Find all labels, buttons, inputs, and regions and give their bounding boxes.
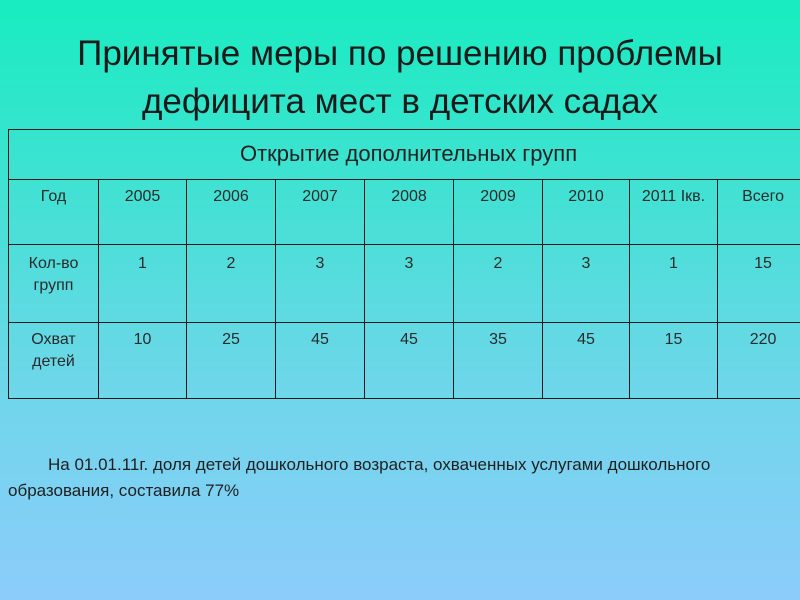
table-cell: 2006	[187, 180, 276, 245]
table-cell: Всего	[718, 180, 800, 245]
table-cell: 15	[718, 245, 800, 323]
table-cell: 220	[718, 323, 800, 399]
table-cell: 2005	[99, 180, 187, 245]
table-cell: 45	[276, 323, 365, 399]
table-cell: 2011 Iкв.	[630, 180, 718, 245]
table-cell: 3	[543, 245, 630, 323]
table-cell: 2010	[543, 180, 630, 245]
table-cell: 45	[365, 323, 454, 399]
slide-title-line-2: дефицита мест в детских садах	[141, 82, 659, 121]
table-cell: 45	[543, 323, 630, 399]
table-cell: 1	[99, 245, 187, 323]
table-cell: 2	[187, 245, 276, 323]
slide-title-line-1: Принятые меры по решению проблемы	[77, 34, 723, 73]
table-cell: 3	[276, 245, 365, 323]
table-cell: 2	[454, 245, 543, 323]
table-cell: 35	[454, 323, 543, 399]
table-cell: 1	[630, 245, 718, 323]
table-cell: 15	[630, 323, 718, 399]
row-label-groups: Кол-во групп	[9, 245, 99, 323]
row-label-children: Охват детей	[9, 323, 99, 399]
table-cell: 3	[365, 245, 454, 323]
table-cell: 10	[99, 323, 187, 399]
footnote: На 01.01.11г. доля детей дошкольного возраста, охваченных услугами дошкольного образования, составила 77%	[8, 455, 711, 500]
table-caption: Открытие дополнительных групп	[9, 130, 800, 180]
table-row-year	[9, 180, 800, 245]
table-cell: 2009	[454, 180, 543, 245]
table-row-groups	[9, 245, 800, 323]
groups-table	[8, 129, 800, 399]
table-cell: 25	[187, 323, 276, 399]
row-label-year: Год	[9, 180, 99, 245]
slide-title	[0, 30, 800, 126]
table-cell: 2007	[276, 180, 365, 245]
table-row-children	[9, 323, 800, 399]
table-cell: 2008	[365, 180, 454, 245]
